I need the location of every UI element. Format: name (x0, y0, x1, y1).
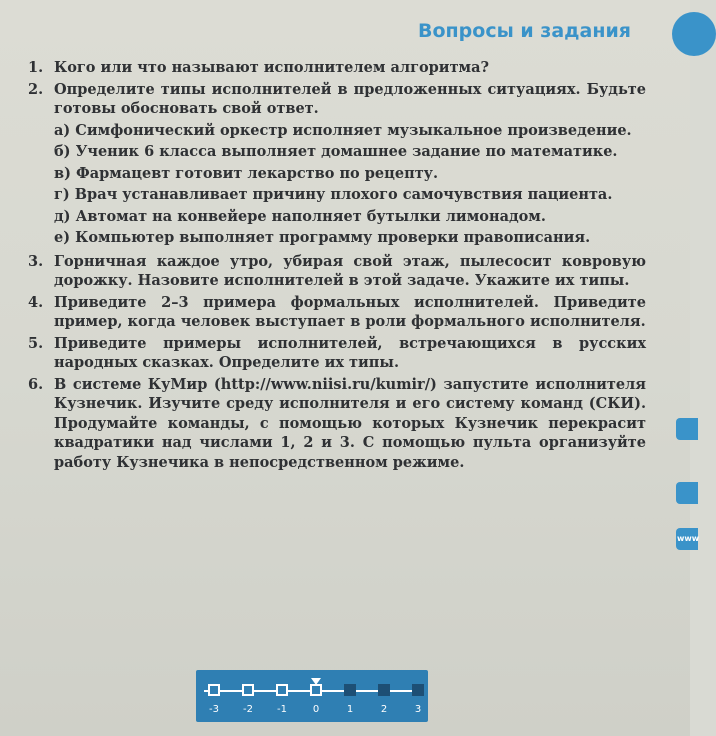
question-number: 5. (28, 334, 44, 352)
question-text: Горничная каждое утро, убирая свой этаж, пылесосит ковровую дорожку. Назовите исполнителей в этой задаче. Укажите их типы. (54, 252, 646, 289)
number-line-cell (242, 684, 254, 696)
question-2 (28, 80, 646, 119)
subquestion-f: е) Компьютер выполняет программу проверки правописания. (54, 229, 591, 246)
question-number: 3. (28, 252, 44, 270)
question-text: Приведите 2–3 примера формальных исполнителей. Приведите пример, когда человек выступает в роли формального исполнителя. (54, 293, 646, 330)
question-5 (28, 334, 646, 373)
questions-list (28, 58, 646, 474)
number-line-cell (378, 684, 390, 696)
question-text: Определите типы исполнителей в предложенных ситуациях. Будьте готовы обосновать свой ответ. (54, 80, 646, 117)
number-line-label: -2 (243, 704, 253, 715)
subquestion-c: в) Фармацевт готовит лекарство по рецепту. (54, 164, 439, 182)
number-line-cell (208, 684, 220, 696)
number-line-label: -3 (209, 704, 219, 715)
corner-decoration (672, 12, 716, 56)
question-4 (28, 293, 646, 332)
question-number: 2. (28, 80, 44, 98)
question-6 (28, 375, 646, 473)
subquestion-e: д) Автомат на конвейере наполняет бутылки лимонадом. (54, 207, 546, 225)
number-line-label: 3 (414, 704, 422, 715)
side-tab-icon (676, 418, 698, 440)
side-tab-icon (676, 482, 698, 504)
grasshopper-marker-icon (311, 678, 321, 685)
question-text: В системе КуМир (http://www.niisi.ru/kumir/) запустите исполнителя Кузнечик. Изучите среду исполнителя и его систему команд (СКИ). Продумайте команды, с помощью которых Кузнечик перекрасит квадратики над числами 1, 2 и 3. С помощью пульта организуйте работу Кузнечика в непосредственном режиме. (54, 375, 646, 471)
question-number: 1. (28, 59, 44, 76)
subquestion-a: а) Симфонический оркестр исполняет музыкальное произведение. (54, 121, 632, 139)
number-line-cell (412, 684, 424, 696)
number-line-cell (344, 684, 356, 696)
number-line-label: 1 (346, 704, 354, 715)
question-3 (28, 252, 646, 291)
question-text: Кого или что называют исполнителем алгоритма? (54, 59, 490, 76)
number-line-label: 2 (380, 704, 388, 715)
number-line-label: -1 (277, 704, 287, 715)
section-title: Вопросы и задания (418, 20, 631, 42)
subquestion-b: б) Ученик 6 класса выполняет домашнее задание по математике. (54, 143, 618, 160)
number-line-cell (276, 684, 288, 696)
question-1 (28, 58, 646, 78)
question-number: 4. (28, 293, 44, 311)
number-line-label: 0 (312, 704, 320, 715)
grasshopper-number-line (196, 670, 428, 722)
number-line-cell (310, 684, 322, 696)
question-text: Приведите примеры исполнителей, встречающихся в русских народных сказках. Определите их типы. (54, 334, 646, 371)
subquestion-d: г) Врач устанавливает причину плохого самочувствия пациента. (54, 186, 613, 203)
side-tab-www: www (676, 528, 698, 550)
question-number: 6. (28, 375, 44, 393)
